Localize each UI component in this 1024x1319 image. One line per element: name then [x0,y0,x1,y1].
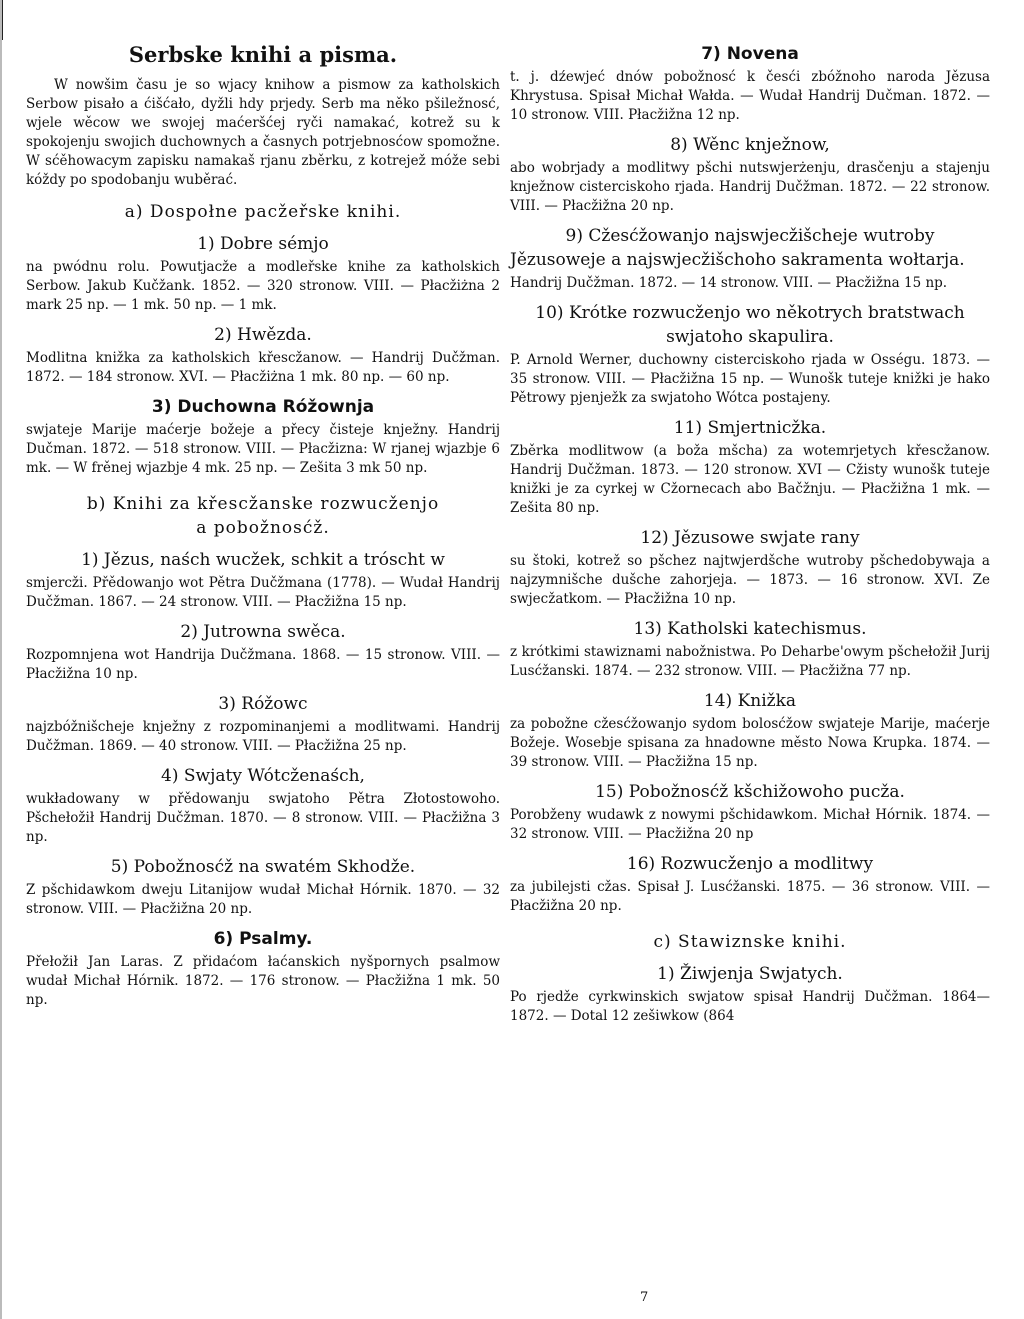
entry-title: 1) Dobre sémjo [197,234,329,254]
entry-body: Rozpomnjena wot Handrija Dučžmana. 1868. — 15 stronow. VIII. — Płacžižna 10 np. [26,647,500,682]
section-a-heading: a) Dospołne pacžeřske knihi. [124,202,402,222]
entry-title: 2) Hwězda. [214,325,312,345]
entry-title: 3) Duchowna Róžownja [151,397,375,417]
entry-title: 14) Knižka [703,691,797,711]
section-c-heading: c) Stawiznske knihi. [653,932,847,952]
entry-title-line2: Jězusoweje a najswjecžišchoho sakramenta wołtarja. [510,250,965,270]
entry-title: 13) Katholski katechismus. [633,619,867,639]
page-number: 7 [640,1290,649,1305]
entry-body: najzbóžnišcheje knježny z rozpominanjemi a modlitwami. Handrij Dučžman. 1869. — 40 stronow. VIII. — Płacžižna 25 np. [26,719,500,754]
entry-title: 3) Róžowc [218,694,308,714]
entry-body: Modlitna knižka za katholskich křescžanow. — Handrij Dučžman. 1872. — 184 stronow. XVI. — Płacžiżna 1 mk. 80 np. — 60 np. [26,350,500,385]
right-column [510,42,990,1026]
entry-body: smjercži. Přědowanjo wot Pětra Dučžmana (1778). — Wudał Handrij Dučžman. 1867. — 24 stronow. VIII. — Płacžižna 15 np. [26,575,500,610]
section-b-heading: b) Knihi za křescžanske rozwucženjo [86,494,440,514]
entry-title: 12) Jězusowe swjate rany [640,528,860,548]
entry-body: Z pšchidawkom dweju Litanijow wudał Michał Hórnik. 1870. — 32 stronow. VIII. — Płacžižna 20 np. [26,882,500,917]
entry-title: 16) Rozwucženjo a modlitwy [626,854,874,874]
section-b-heading-line2: a pobožnosćž. [196,518,330,538]
entry-body: z krótkimi stawiznami nabožnistwa. Po Deharbe'owym pšchełožił Jurij Lusćžanski. 1874. — 232 stronow. VIII. — Płacžižna 77 np. [510,644,990,679]
entry-body: Porobženy wudawk z nowymi pšchidawkom. Michał Hórnik. 1874. — 32 stronow. VIII. — Płacžižna 20 np [510,807,990,842]
entry-body: Zběrka modlitwow (a boža mšcha) za wotemrjetych křescžanow. Handrij Dučžman. 1873. — 120 stronow. XVI — Cžisty wunošk tuteje knižki je za cyrkej w Cžornecach abo Bačžnju. — Płacžižna 1 mk. — Zešita 80 np. [510,443,990,516]
entry-title-line2: swjatoho skapulira. [666,327,834,347]
entry-title: 4) Swjaty Wótcženaśch, [161,766,365,786]
entry-body: Handrij Dučžman. 1872. — 14 stronow. VIII. — Płacžižna 15 np. [510,275,948,291]
entry-title: 15) Pobožnosćž kšchižowoho pucža. [595,782,905,802]
entry-title: 10) Krótke rozwucženjo wo někotrych bratstwach [535,303,965,323]
entry-body: Přełožił Jan Laras. Z přidaćom łaćanskich nyšpornych psalmow wudał Michał Hórnik. 1872. — 176 stronow. — Płacžižna 1 mk. 50 np. [26,954,500,1008]
intro-paragraph: W nowšim času je so wjacy knihow a pismow za katholskich Serbow pisało a ćišćało, dyžli hdy prjedy. Serb ma něko pšiležnosć, wjele wěcow we swojej maćeršćej ryči namakać, kotrež su k spokojenju swojich duchownych a časnych potrjebnosćow spomožne. W sćěhowacym zapisku namakaš rjanu zběrku, z kotrejež móže sebi kóždy po spodobanju wuběrać. [26,77,500,188]
entry-body: Po rjedže cyrkwinskich swjatow spisał Handrij Dučžman. 1864—1872. — Dotal 12 zešiwkow (864 [510,989,990,1024]
entry-title: 2) Jutrowna swěca. [180,622,346,642]
entry-title: 7) Novena [701,44,799,64]
page-heading: Serbske knihi a pisma. [128,42,398,67]
entry-title: 1) Jězus, naśch wucžek, schkit a tróscht w [81,550,445,570]
entry-body: su štoki, kotrež so pšchez najtwjerdšche wutroby pšchedobywaja a najzymnišche dušche zahorjeja. — 1873. — 16 stronow. XVI. Ze swjecžatkom. — Płacžižna 10 np. [510,553,990,607]
entry-title: 1) Žiwjenja Swjatych. [657,964,843,984]
left-column [26,42,500,1010]
entry-title: 9) Cžesćžowanjo najswjecžišcheje wutroby [565,226,935,246]
entry-body: t. j. dźewjeć dnów pobožnosć k česći zbóžnoho naroda Jězusa Khrystusa. Spisał Michał Wałda. — Wudał Handrij Dučman. 1872. — 10 stronow. VIII. Płacžižna 12 np. [510,69,990,123]
binding-edge-line [0,0,2,1319]
entry-title: 5) Pobožnosćž na swatém Skhodže. [110,857,416,877]
entry-body: za pobožne cžesćžowanjo sydom bolosćžow swjateje Marije, maćerje Božeje. Wosebje spisana za hnadowne město Nowa Krupka. 1874. — 39 stronow. VIII. — Płacžižna 15 np. [510,716,990,770]
entry-body: P. Arnold Werner, duchowny cisterciskoho rjada w Osségu. 1873. — 35 stronow. VIII. — Płacžižna 15 np. — Wunošk tuteje knižki je hako Pětrowy pjenježk za swjatoho Wótca postajeny. [510,352,990,406]
entry-title: 6) Psalmy. [213,929,313,949]
entry-body: swjateje Marije maćerje božeje a přecy čisteje knježny. Handrij Dučman. 1872. — 518 stronow. VIII. — Płacžizna: W rjanej wjazbje 6 mk. — W frěnej wjazbje 4 mk. 25 np. — Zešita 3 mk 50 np. [26,422,500,476]
entry-body: na pwódnu rolu. Powutjacže a modleřske knihe za katholskich Serbow. Jakub Kučžank. 1852. — 320 stronow. VIII. — Płacžiżna 2 mark 25 np. — 1 mk. 50 np. — 1 mk. [26,259,500,313]
entry-title: 11) Smjertnicžka. [673,418,827,438]
entry-body: wukładowany w přědowanju swjatoho Pětra Złotostowoho. Pšchełožił Handrij Dučžman. 1870. — 8 stronow. VIII. — Płacžižna 3 np. [26,791,500,845]
entry-body: abo wobrjady a modlitwy pšchi nutswjerżenju, drasčenju a stajenju knježnow cisterciskoho rjada. Handrij Dučžman. 1872. — 22 stronow. VIII. — Płacžižna 20 np. [510,160,990,214]
entry-body: za jubilejsti cžas. Spisał J. Lusćžanski. 1875. — 36 stronow. VIII. — Płacžižna 20 np. [510,879,990,914]
entry-title: 8) Wěnc knježnow, [670,135,830,155]
